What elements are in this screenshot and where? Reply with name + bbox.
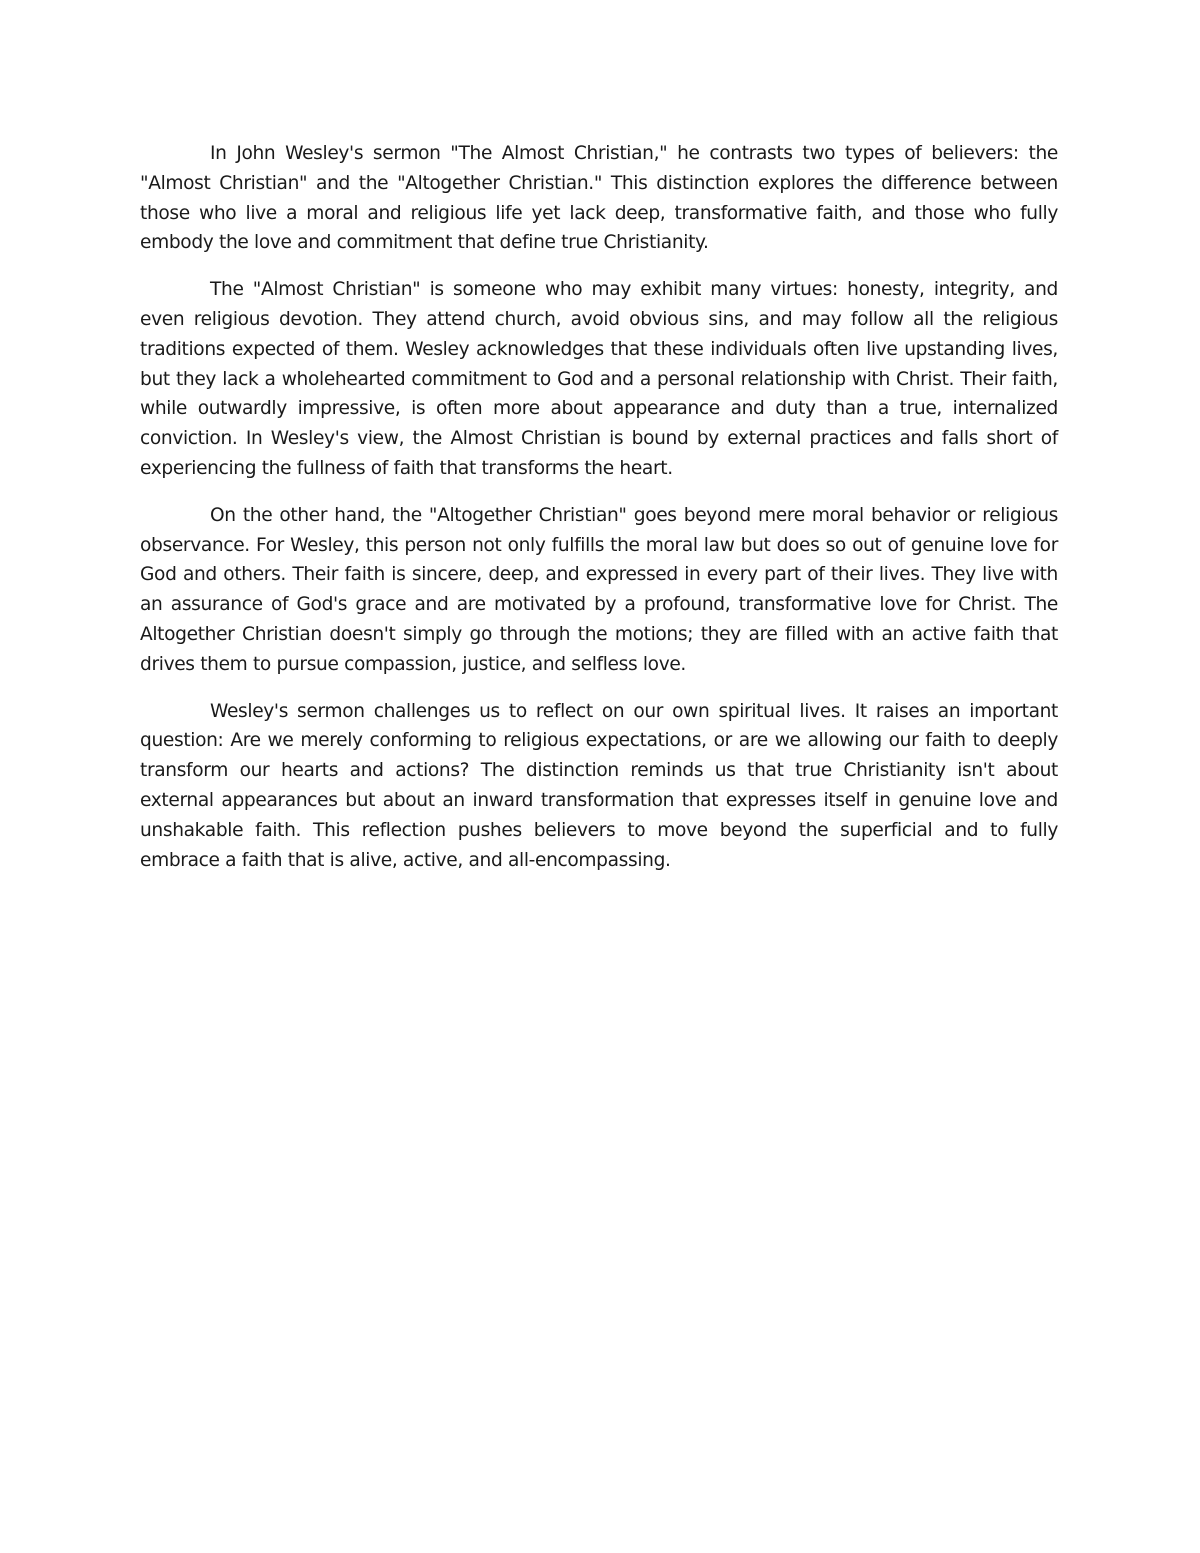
paragraph-4: Wesley's sermon challenges us to reflect on our own spiritual lives. It raises an important question: Are we merely conforming to religious expectations, or are we allowing our faith to deeply transform our hearts and actions? The distinction reminds us that true Christianity isn't about external appearances but about an inward transformation that expresses itself in genuine love and unshakable faith. This reflection pushes believers to move beyond the superficial and to fully embrace a faith that is alive, active, and all-encompassing. — [140, 700, 1058, 871]
document-page — [140, 139, 1058, 892]
paragraph-2: The "Almost Christian" is someone who may exhibit many virtues: honesty, integrity, and even religious devotion. They attend church, avoid obvious sins, and may follow all the religious traditions expected of them. Wesley acknowledges that these individuals often live upstanding lives, but they lack a wholehearted commitment to God and a personal relationship with Christ. Their faith, while outwardly impressive, is often more about appearance and duty than a true, internalized conviction. In Wesley's view, the Almost Christian is bound by external practices and falls short of experiencing the fullness of faith that transforms the heart. — [140, 279, 1058, 479]
paragraph-3: On the other hand, the "Altogether Christian" goes beyond mere moral behavior or religious observance. For Wesley, this person not only fulfills the moral law but does so out of genuine love for God and others. Their faith is sincere, deep, and expressed in every part of their lives. They live with an assurance of God's grace and are motivated by a profound, transformative love for Christ. The Altogether Christian doesn't simply go through the motions; they are filled with an active faith that drives them to pursue compassion, justice, and selfless love. — [140, 504, 1058, 675]
paragraph-1: In John Wesley's sermon "The Almost Christian," he contrasts two types of believers: the "Almost Christian" and the "Altogether Christian." This distinction explores the difference between those who live a moral and religious life yet lack deep, transformative faith, and those who fully embody the love and commitment that define true Christianity. — [140, 143, 1058, 254]
